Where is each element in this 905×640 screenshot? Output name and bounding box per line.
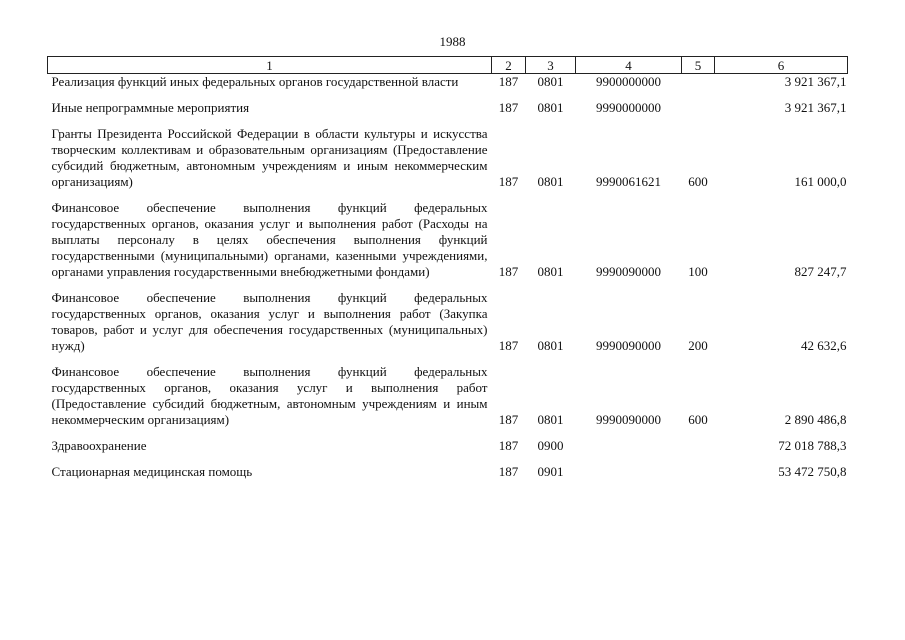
row-name: Гранты Президента Российской Федерации в области культуры и искусства творческим коллективам и образовательным организациям (Предоставление субсидий бюджетным, автономным учреждениям и иным некоммерческим организациям) bbox=[51, 126, 488, 189]
row-expense-type: 100 bbox=[688, 264, 708, 279]
row-ministry-code: 187 bbox=[498, 264, 519, 279]
column-header-6: 6 bbox=[715, 57, 848, 74]
row-name: Финансовое обеспечение выполнения функций федеральных государственных органов, оказания услуг и выполнения работ (Закупка товаров, работ и услуг для обеспечения государственных (муниципальных) нужд) bbox=[51, 290, 488, 353]
row-expense-type bbox=[682, 74, 715, 91]
table-row bbox=[48, 74, 848, 91]
row-section-code: 0801 bbox=[537, 264, 564, 279]
row-expense-type: 200 bbox=[688, 338, 708, 353]
row-section-code: 0801 bbox=[537, 74, 564, 89]
row-expense-type bbox=[682, 428, 715, 454]
row-section-code: 0900 bbox=[537, 438, 564, 453]
row-ministry-code: 187 bbox=[498, 412, 519, 427]
row-amount: 42 632,6 bbox=[801, 338, 847, 353]
row-section-code: 0901 bbox=[537, 464, 564, 479]
row-target-code: 9990000000 bbox=[596, 100, 661, 115]
row-amount: 161 000,0 bbox=[794, 174, 847, 189]
table-row bbox=[48, 354, 848, 428]
row-target-code bbox=[576, 454, 682, 480]
row-name: Здравоохранение bbox=[51, 438, 147, 453]
row-expense-type: 600 bbox=[688, 174, 708, 189]
row-ministry-code: 187 bbox=[498, 74, 519, 89]
row-target-code: 9900000000 bbox=[596, 74, 661, 89]
row-name: Иные непрограммные мероприятия bbox=[51, 100, 250, 115]
row-amount: 827 247,7 bbox=[794, 264, 847, 279]
column-header-3: 3 bbox=[526, 57, 576, 74]
row-name: Стационарная медицинская помощь bbox=[51, 464, 253, 479]
row-ministry-code: 187 bbox=[498, 464, 519, 479]
row-section-code: 0801 bbox=[537, 100, 564, 115]
table-header-row bbox=[48, 57, 848, 74]
column-header-1: 1 bbox=[48, 57, 492, 74]
budget-table bbox=[47, 56, 848, 480]
row-target-code: 9990090000 bbox=[596, 412, 661, 427]
column-header-2: 2 bbox=[492, 57, 526, 74]
table-row bbox=[48, 280, 848, 354]
row-amount: 53 472 750,8 bbox=[778, 464, 847, 479]
table-row bbox=[48, 116, 848, 190]
row-ministry-code: 187 bbox=[498, 438, 519, 453]
column-header-4: 4 bbox=[576, 57, 682, 74]
table-row bbox=[48, 454, 848, 480]
row-target-code: 9990090000 bbox=[596, 338, 661, 353]
row-section-code: 0801 bbox=[537, 338, 564, 353]
row-ministry-code: 187 bbox=[498, 338, 519, 353]
row-target-code: 9990061621 bbox=[596, 174, 661, 189]
row-section-code: 0801 bbox=[537, 412, 564, 427]
table-row bbox=[48, 190, 848, 280]
row-section-code: 0801 bbox=[537, 174, 564, 189]
row-target-code: 9990090000 bbox=[596, 264, 661, 279]
row-ministry-code: 187 bbox=[498, 174, 519, 189]
row-expense-type: 600 bbox=[688, 412, 708, 427]
row-name: Реализация функций иных федеральных органов государственной власти bbox=[51, 74, 459, 89]
row-expense-type bbox=[682, 90, 715, 116]
row-ministry-code: 187 bbox=[498, 100, 519, 115]
row-amount: 2 890 486,8 bbox=[784, 412, 847, 427]
row-amount: 72 018 788,3 bbox=[778, 438, 847, 453]
table-row bbox=[48, 90, 848, 116]
row-name: Финансовое обеспечение выполнения функций федеральных государственных органов, оказания услуг и выполнения работ (Расходы на выплаты персоналу в целях обеспечения выполнения функций государственными (муниципальными) органами, казенными учреждениями, органами управления государственными внебюджетными фондами) bbox=[51, 200, 488, 279]
table-row bbox=[48, 428, 848, 454]
row-amount: 3 921 367,1 bbox=[784, 74, 847, 89]
column-header-5: 5 bbox=[682, 57, 715, 74]
row-amount: 3 921 367,1 bbox=[784, 100, 847, 115]
page-number: 1988 bbox=[439, 34, 466, 49]
row-target-code bbox=[576, 428, 682, 454]
row-name: Финансовое обеспечение выполнения функций федеральных государственных органов, оказания услуг и выполнения работ (Предоставление субсидий бюджетным, автономным учреждениям и иным некоммерческим организациям) bbox=[51, 364, 488, 427]
row-expense-type bbox=[682, 454, 715, 480]
